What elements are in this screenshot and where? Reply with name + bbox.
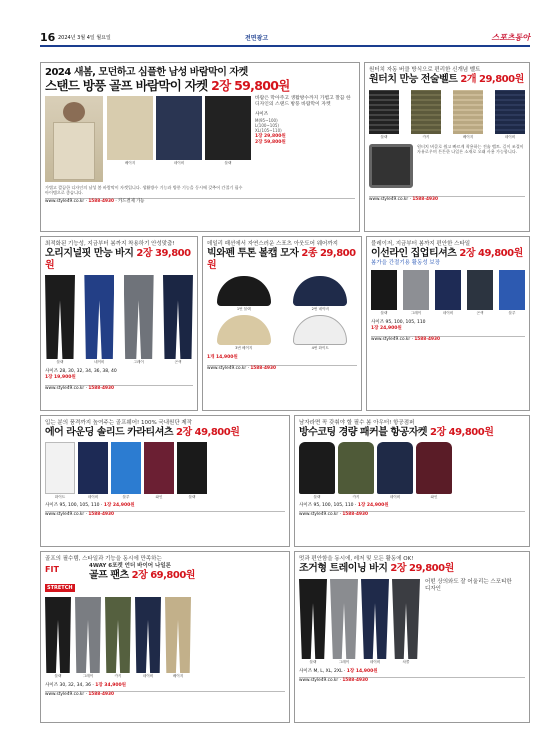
color-swatch: 네이비 <box>84 275 114 365</box>
color-swatch: 네이비 <box>156 96 202 182</box>
ad-zipup[interactable]: 블레이저, 지금부터 봄까지 편안한 스타일 이선라인 집업티셔츠 2장 49,800원 봄가을 간절기용 활동성 보장 블랙 그레이 네이비 곤색 블루 사이즈 95, 100, 105, 110 1장 24,900원 www.style49.co.kr · 1588-4930 <box>366 236 530 411</box>
color-swatch: 베이지 <box>165 597 191 679</box>
color-swatch: 카키 <box>105 597 131 679</box>
color-swatch: 블랙 <box>299 442 335 500</box>
ad-price-label: 2장 59,800원 <box>211 78 290 93</box>
color-swatch: 네이비 <box>495 90 525 140</box>
ad-belt[interactable]: 원터치 자동 버클 방식으로 편리한 신개념 벨트 원터치 만능 전술벨트 2개 29,800원 블랙 카키 베이지 네이비 원터치 버클로 쉽고 빠르게 착용하는 전술 벨트. 길이 조절이 자유로우며 튼튼한 나일론 소재로 오래 사용 가능합니다. www.style49.co.kr · 1588-4930 <box>364 62 530 232</box>
color-swatch: 그레이 <box>330 579 358 665</box>
ad-golf-pants[interactable]: 골프의 필수템, 스타일과 기능을 동시에 만족하는 FIT STRETCH 4WAY 6포켓 언더 바이어 나일론 골프 팬츠 2장 69,800원 블랙 그레이 카키 네이비 베이지 사이즈 30, 32, 34, 36 · 1장 34,900원 www.style49.co.kr · 1588-4930 <box>40 551 290 723</box>
ad-body: 원터치 버클로 쉽고 빠르게 착용하는 전술 벨트. 길이 조절이 자유로우며 튼튼한 나일론 소재로 오래 사용 가능합니다. <box>417 144 524 155</box>
ad-subtitle: 데일리 패션에서 자연스러운 스포츠 아웃도어 웨어까지 <box>207 241 338 247</box>
phone-number[interactable]: 1588-4930 <box>88 692 115 697</box>
color-swatch: 네이비 <box>78 442 108 500</box>
color-swatch: 블랙 <box>371 270 397 316</box>
belt-buckle-photo <box>369 144 413 188</box>
price-single: 1장 24,900원 <box>371 326 402 331</box>
page-number: 16 <box>40 31 56 44</box>
ad-title: 이선라인 집업티셔츠 <box>371 248 457 259</box>
section-title: 전면광고 <box>245 35 269 42</box>
color-swatch: 2번 네이비 <box>284 276 358 312</box>
ad-title: 원터치 만능 전술벨트 <box>369 74 458 85</box>
site-link[interactable]: www.style49.co.kr <box>299 678 339 683</box>
ad-subtitle: 입는 분의 품격까지 높여주는 골프웨어! 100% 국내원단 제작 <box>45 420 193 426</box>
size-label: 사이즈 <box>255 112 269 117</box>
ad-title: 오리지널핏 만능 바지 <box>45 248 134 259</box>
ad-title: 스탠드 방풍 골프 바람막이 자켓 <box>45 78 208 93</box>
color-swatch: 블루 <box>499 270 525 316</box>
ad-price-label: 2장 69,800원 <box>131 570 195 581</box>
color-swatch: 곤색 <box>467 270 493 316</box>
size-list: 사이즈 95, 100, 105, 110 <box>371 320 426 325</box>
fit-badge: FIT <box>45 565 59 574</box>
phone-number[interactable]: 1588-4930 <box>88 198 115 204</box>
site-link[interactable]: www.style49.co.kr <box>299 512 339 517</box>
price-single: 1장 19,900원 <box>45 375 76 380</box>
ad-subtitle: 원터치 자동 버클 방식으로 편리한 신개념 벨트 <box>369 67 481 73</box>
phone-number[interactable]: 1588-4930 <box>88 512 115 517</box>
color-swatch: 4번 화이트 <box>284 315 358 351</box>
size-item: M(95~100) <box>255 118 278 123</box>
ad-price-label: 2종 29,800원 <box>207 248 356 271</box>
newspaper-logo: 스포츠동아 <box>491 33 530 42</box>
ad-desc: 바람은 막아주고 생활방수까지 가볍고 깔끔 한 디자인의 스탠드 방풍 바람막이 자켓 <box>255 96 351 107</box>
phone-number[interactable]: 1588-4930 <box>342 512 369 517</box>
site-link[interactable]: www.style49.co.kr <box>369 197 409 202</box>
color-swatch: 카키 <box>338 442 374 500</box>
color-swatch: 블랙 <box>369 90 399 140</box>
price-single: 1장 29,800원 <box>255 133 286 139</box>
site-link[interactable]: www.style49.co.kr <box>45 198 85 204</box>
color-swatch: 그레이 <box>124 275 154 365</box>
color-swatch: 블랙 <box>45 597 71 679</box>
color-swatch: 베이지 <box>453 90 483 140</box>
ad-title: 에어 라운딩 솔리드 카라티셔츠 <box>45 427 174 438</box>
color-swatch: 차콜 <box>392 579 420 665</box>
size-list: 사이즈 95, 100, 105, 110 <box>45 503 100 508</box>
price-single: 1장 24,900원 <box>357 503 389 508</box>
ad-price-label: 2장 49,800원 <box>176 427 240 438</box>
ad-jogger[interactable]: 멋과 편안함을 동시에, 레저 및 모든 활동에 OK! 조거형 트레이닝 바지 2장 29,800원 블랙 그레이 네이비 차콜 어떤 상의와도 잘 어울리는 스포티한 디자인 사이즈 M, L, XL, 2XL · 1장 14,900원 www.style49.co.kr · 1588-4930 <box>294 551 530 723</box>
card-note: 카드결제 가능 <box>118 198 145 204</box>
size-list: 사이즈 M, L, XL, 2XL <box>299 669 343 674</box>
ad-price-label: 2장 49,800원 <box>459 248 523 259</box>
site-link[interactable]: www.style49.co.kr <box>207 366 247 371</box>
phone-number[interactable]: 1588-4930 <box>412 197 439 202</box>
ad-subtitle: 2024 새봄, 모던하고 심플한 남성 바람막이 자켓 <box>45 67 248 78</box>
color-swatch: 곤색 <box>163 275 193 365</box>
color-swatch: 그레이 <box>403 270 429 316</box>
ad-price-label: 2장 29,800원 <box>390 563 454 574</box>
ad-title: 빅와펜 투톤 볼캡 모자 <box>207 248 299 259</box>
price-single: 1장 34,900원 <box>95 683 127 688</box>
site-link[interactable]: www.style49.co.kr <box>45 512 85 517</box>
ad-body: 가볍고 깔끔한 디자인의 남성 봄 바람막이 자켓입니다. 생활방수 기능과 방풍 기능을 동시에 갖추어 간절기 필수 아이템으로 좋습니다. <box>45 185 243 196</box>
ad-collar-tee[interactable]: 입는 분의 품격까지 높여주는 골프웨어! 100% 국내원단 제작 에어 라운딩 솔리드 카라티셔츠 2장 49,800원 화이트 네이비 블루 와인 블랙 사이즈 95, 100, 105, 110 · 1장 24,900원 www.style49.co.kr · 1588-4930 <box>40 415 290 547</box>
ad-price-label: 2장 39,800원 <box>45 248 191 271</box>
color-swatch: 네이비 <box>435 270 461 316</box>
ad-tagline: 봄가을 간절기용 활동성 보장 <box>371 260 441 266</box>
ad-subtitle: 최적화된 기능성, 지금부터 봄까지 착용하기 안성맞춤! <box>45 241 175 247</box>
size-list: 사이즈 95, 100, 105, 110 <box>299 503 354 508</box>
page-header <box>40 33 530 47</box>
ad-flight-jacket[interactable]: 남자라면 꼭 갖춰야 할 필수 봄 아우터! 항공점퍼 방수코팅 경량 패커블 항공자켓 2장 49,800원 블랙 카키 네이비 와인 사이즈 95, 100, 105, 110 · 1장 24,900원 www.style49.co.kr · 1588-4930 <box>294 415 530 547</box>
color-swatch: 와인 <box>144 442 174 500</box>
ad-title: 조거형 트레이닝 바지 <box>299 563 388 574</box>
color-swatch: 그레이 <box>75 597 101 679</box>
color-swatch: 베이지 <box>107 96 153 182</box>
size-list: 사이즈 30, 32, 34, 36 <box>45 683 91 688</box>
color-swatch: 화이트 <box>45 442 75 500</box>
ad-title-pre: 4WAY 6포켓 언더 바이어 나일론 <box>89 563 171 569</box>
size-list: 사이즈 28, 30, 32, 34, 36, 38, 40 <box>45 369 117 374</box>
price-single: 1장 24,900원 <box>103 503 135 508</box>
color-swatch: 네이비 <box>361 579 389 665</box>
price-single: 1개 14,900원 <box>207 355 238 360</box>
color-swatch: 블랙 <box>299 579 327 665</box>
page-date: 2024년 3월 4일 월요일 <box>58 35 111 41</box>
color-swatch: 와인 <box>416 442 452 500</box>
color-swatch: 네이비 <box>135 597 161 679</box>
ad-pants[interactable]: 최적화된 기능성, 지금부터 봄까지 착용하기 안성맞춤! 오리지널핏 만능 바지 2장 39,800원 블랙 네이비 그레이 곤색 사이즈 28, 30, 32, 34, 36, 38, 40 1장 19,900원 www.style49.co.kr · 1588-4930 <box>40 236 198 411</box>
color-swatch: 3번 베이지 <box>207 315 281 351</box>
ad-subtitle: 남자라면 꼭 갖춰야 할 필수 봄 아우터! 항공점퍼 <box>299 420 415 426</box>
site-link[interactable]: www.style49.co.kr <box>45 386 85 391</box>
color-swatch: 블루 <box>111 442 141 500</box>
phone-number[interactable]: 1588-4930 <box>88 386 115 391</box>
price-single: 1장 14,900원 <box>346 669 378 674</box>
color-swatch: 카키 <box>411 90 441 140</box>
color-swatch: 블랙 <box>177 442 207 500</box>
ad-side-note: 어떤 상의와도 잘 어울리는 스포티한 디자인 <box>425 579 512 592</box>
ad-subtitle: 멋과 편안함을 동시에, 레저 및 모든 활동에 OK! <box>299 556 414 562</box>
ad-subtitle: 블레이저, 지금부터 봄까지 편안한 스타일 <box>371 241 471 247</box>
ad-cap[interactable]: 데일리 패션에서 자연스러운 스포츠 아웃도어 웨어까지 빅와펜 투톤 볼캡 모자 2종 29,800원 1번 블랙 2번 네이비 3번 베이지 4번 화이트 1개 14,900원 www.style49.co.kr · 1588-4930 <box>202 236 362 411</box>
ad-price-label: 2개 29,800원 <box>460 74 524 85</box>
stretch-badge: STRETCH <box>47 585 73 591</box>
site-link[interactable]: www.style49.co.kr <box>45 692 85 697</box>
color-swatch: 블랙 <box>205 96 251 182</box>
ad-subtitle: 골프의 필수템, 스타일과 기능을 동시에 만족하는 <box>45 556 162 562</box>
phone-number[interactable]: 1588-4930 <box>342 678 369 683</box>
jacket-model-photo <box>45 96 103 182</box>
site-link[interactable]: www.style49.co.kr <box>371 337 411 342</box>
ad-price-label: 2장 49,800원 <box>430 427 494 438</box>
color-swatch: 1번 블랙 <box>207 276 281 312</box>
color-swatch: 블랙 <box>45 275 75 365</box>
size-item: L(100~105) <box>255 123 279 129</box>
ad-jacket[interactable]: 2024 새봄, 모던하고 심플한 남성 바람막이 자켓 스탠드 방풍 골프 바람막이 자켓 2장 59,800원 베이지 네이비 블랙 바람은 막아주고 생활방수까지 가볍고 깔끔 한 디자인의 스탠드 방풍 바람막이 자켓 사이즈 M(95~100) L(100~105) XL(105~110) 1장 29,800원 2장 59,800원 가볍고 깔끔한 디자인의 남성 봄 바람막이 자켓입니다. 생활방수 기능과 방풍 기능을 동시에 갖추어 간절기 필수 아이템으로 좋습니다. www.style49.co.kr · 1588-4930 · 카드결제 가능 <box>40 62 360 232</box>
phone-number[interactable]: 1588-4930 <box>414 337 441 342</box>
phone-number[interactable]: 1588-4930 <box>250 366 277 371</box>
size-item: XL(105~110) <box>255 128 282 134</box>
ad-title: 골프 팬츠 <box>89 570 129 581</box>
price-double: 2장 59,800원 <box>255 139 286 145</box>
ad-title: 방수코팅 경량 패커블 항공자켓 <box>299 427 428 438</box>
color-swatch: 네이비 <box>377 442 413 500</box>
